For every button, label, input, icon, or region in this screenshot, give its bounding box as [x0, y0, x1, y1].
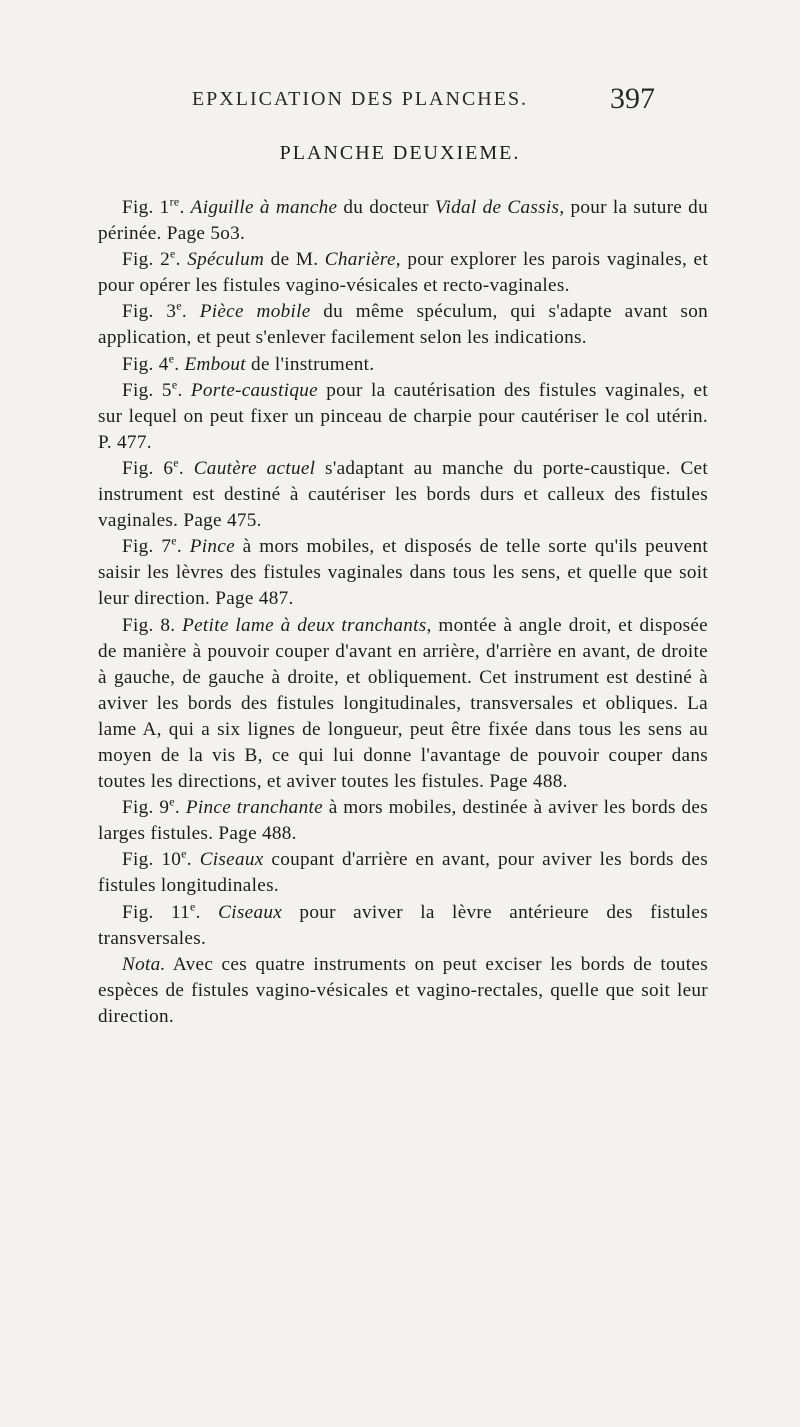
running-title: EPXLICATION DES PLANCHES.: [191, 88, 529, 110]
figure-explanations: [98, 195, 708, 1030]
description-text: , montée à angle droit, et disposée de manière à pouvoir couper d'avant en arrière, d'arrière en avant, de droite à gauche, de gauche à droite, et obliquement. Cet instrument est destiné à aviver les bords des fistules longitudinales, transversales et obliques. La lame A, qui a six lignes de longueur, peut être fixée dans tous les sens au moyen de la vis B, ce qui lui donne l'avantage de pouvoir couper dans toutes les directions, et aviver toutes les fistules. Page 488.: [98, 614, 708, 793]
figure-number-period: .: [174, 797, 181, 819]
figure-entry: [98, 378, 708, 456]
description-text: du docteur: [337, 197, 435, 218]
description-text: de l'instrument.: [245, 353, 375, 375]
figure-entry: [98, 900, 708, 952]
figure-entry: [98, 952, 708, 1030]
figure-number-period: .: [181, 301, 187, 323]
description-text: s'adaptant au manche du porte-caustique. Cet instrument est destiné à cautériser les bords durs et calleux des fistules vaginales. Page 475.: [98, 457, 708, 532]
figure-entry: [98, 847, 708, 899]
plate-title: PLANCHE DEUXIEME.: [279, 142, 521, 164]
description-text: à mors mobiles, et disposés de telle sorte qu'ils peuvent saisir les lèvres des fistules vaginales dans tous les sens, et quelle que soit leur direction. Page 487.: [98, 536, 708, 610]
description-text: du même spéculum, qui s'adapte avant son application, et peut s'enlever facilement selon les indications.: [98, 301, 708, 349]
italic-term: Aiguille à manche: [190, 197, 338, 218]
italic-term: Petite lame à deux tranchants: [182, 614, 427, 636]
figure-entry: [98, 534, 708, 612]
description-text: pour la cautérisation des fistules vaginales, et sur lequel on peut fixer un pinceau de charpie pour cautériser le col utérin. P. 477.: [98, 379, 708, 453]
figure-number: Fig. 5: [122, 379, 172, 401]
figure-number: Fig. 1: [122, 197, 170, 218]
figure-number: Fig. 6: [122, 457, 174, 479]
italic-term: Pince: [189, 536, 235, 558]
figure-number: Fig. 10: [122, 849, 182, 871]
running-head: [0, 82, 800, 118]
ordinal-suffix: re: [169, 194, 180, 209]
italic-term: Embout: [184, 353, 246, 375]
ordinal-suffix: e: [168, 351, 175, 366]
ordinal-suffix: e: [171, 377, 178, 392]
figure-entry: [98, 299, 708, 351]
italic-term: Pièce mobile: [199, 301, 311, 323]
figure-entry: [98, 352, 708, 378]
italic-term: Ciseaux: [199, 849, 264, 871]
italic-term: Spéculum: [187, 249, 265, 271]
figure-number-period: .: [176, 536, 182, 558]
figure-number-period: .: [177, 379, 183, 401]
figure-entry: [98, 795, 708, 847]
figure-number: Fig. 3: [122, 301, 177, 323]
figure-number-period: .: [179, 197, 185, 218]
figure-number-period: .: [186, 849, 192, 871]
italic-term: Porte-caustique: [190, 379, 318, 401]
figure-number: Fig. 8: [122, 614, 171, 636]
description-text: coupant d'arrière en avant, pour aviver les bords des fistules longitudinales.: [98, 849, 708, 897]
figure-number: Fig. 11: [122, 901, 191, 923]
ordinal-suffix: e: [169, 246, 176, 261]
ordinal-suffix: e: [173, 455, 179, 470]
italic-term: Vidal de Cassis: [434, 197, 560, 218]
figure-number: Fig. 4: [122, 353, 169, 375]
figure-number-period: .: [178, 457, 184, 479]
figure-number: Fig. 2: [122, 249, 170, 271]
figure-entry: [98, 247, 708, 299]
description-text: de M.: [264, 249, 325, 271]
ordinal-suffix: e: [190, 899, 196, 914]
description-text: , pour la suture du périnée. Page 5o3.: [98, 197, 708, 245]
ordinal-suffix: e: [176, 298, 182, 313]
ordinal-suffix: e: [169, 794, 175, 809]
italic-term: Cautère actuel: [193, 457, 316, 479]
figure-number-period: .: [174, 353, 180, 375]
italic-term: Pince tranchante: [185, 797, 323, 819]
figure-entry: [98, 613, 708, 796]
description-text: pour aviver la lèvre antérieure des fistules transversales.: [98, 901, 708, 949]
description-text: Avec ces quatre instruments on peut exciser les bords de toutes espèces de fistules vagino-vésicales et vagino-rectales, quelle que soit leur direction.: [98, 953, 708, 1027]
ordinal-suffix: e: [171, 533, 177, 548]
page-number: 397: [610, 82, 655, 115]
italic-term: Nota.: [122, 953, 166, 975]
italic-term: Ciseaux: [218, 901, 283, 923]
figure-number-period: .: [170, 614, 176, 636]
figure-number-period: .: [195, 901, 201, 923]
ordinal-suffix: e: [181, 846, 187, 861]
figure-entry: [98, 456, 708, 534]
figure-number: Fig. 9: [122, 797, 170, 819]
description-text: , pour explorer les parois vaginales, et pour opérer les fistules vagino-vésicales et recto-vaginales.: [98, 249, 709, 297]
figure-number: Fig. 7: [122, 536, 172, 558]
figure-entry: [98, 195, 708, 247]
description-text: à mors mobiles, destinée à aviver les bords des larges fistules. Page 488.: [98, 797, 708, 845]
figure-number-period: .: [175, 249, 181, 271]
italic-term: Charière: [324, 249, 396, 271]
